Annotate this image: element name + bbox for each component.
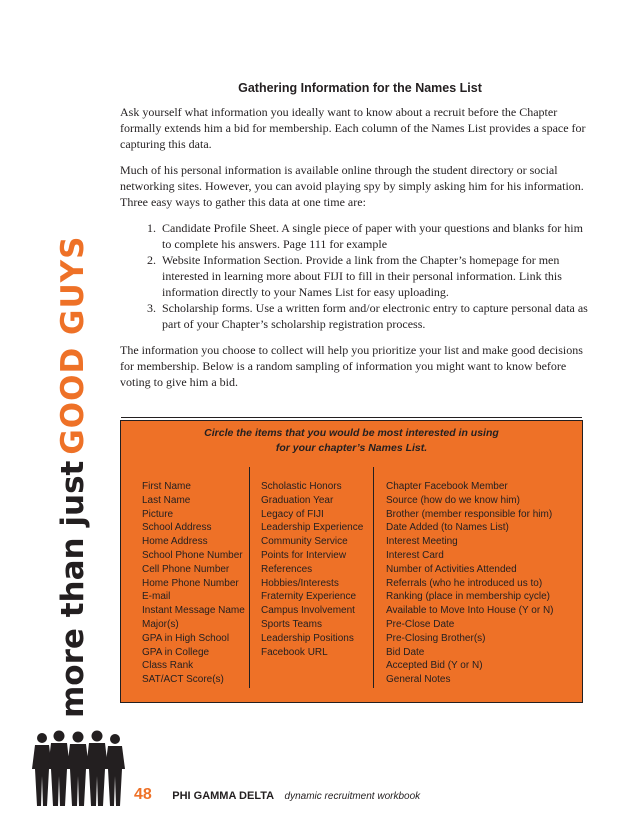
checklist-item: Pre-Close Date xyxy=(386,618,455,630)
checklist-item: Bid Date xyxy=(386,646,425,658)
checklist-item: Chapter Facebook Member xyxy=(386,481,508,492)
checklist-item: Pre-Closing Brother(s) xyxy=(386,632,486,644)
checklist-item: SAT/ACT Score(s) xyxy=(142,674,224,686)
side-title xyxy=(55,235,91,718)
checklist-item: Referrals (who he introduced us to) xyxy=(386,577,543,589)
ways-list-item: 3. Scholarship forms. Use a written form and/or electronic entry to capture personal data as part of your Chapter’s scholarship registration process. xyxy=(159,300,590,332)
checklist-item: Major(s) xyxy=(142,618,179,630)
checklist-item: Sports Teams xyxy=(261,618,322,630)
checklist-item: Graduation Year xyxy=(261,494,334,506)
page-number: 48 xyxy=(134,786,152,803)
box-top-rule xyxy=(121,417,582,418)
checklist-item: School Phone Number xyxy=(142,549,243,561)
side-title-accent: GOOD GUYS xyxy=(55,235,91,455)
ways-list xyxy=(120,220,590,332)
checklist-item: Home Phone Number xyxy=(142,577,239,589)
body-text xyxy=(120,104,590,400)
checklist-item: Legacy of FIJI xyxy=(261,508,324,520)
checklist-item: Accepted Bid (Y or N) xyxy=(386,660,483,672)
footer-organization: PHI GAMMA DELTA xyxy=(172,790,275,802)
checklist-item: GPA in High School xyxy=(142,632,230,644)
closing-paragraph: The information you choose to collect will help you prioritize your list and make good decisions for membership. Below is a random sampling of information you might want to know before voting to give him a bid. xyxy=(120,343,583,389)
checklist-item: Interest Meeting xyxy=(386,536,458,548)
intro-paragraph: Ask yourself what information you ideally want to know about a recruit before the Chapter formally extends him a bid for membership. Each column of the Names List provides a space for capturing this data. xyxy=(120,105,586,151)
checklist-item: Class Rank xyxy=(142,660,194,672)
checklist-item: GPA in College xyxy=(142,646,210,658)
page-footer xyxy=(134,786,420,804)
footer-subtitle: dynamic recruitment workbook xyxy=(284,791,421,802)
items-column-experience xyxy=(261,480,363,659)
checklist-item: Community Service xyxy=(261,536,348,548)
checklist-item: Fraternity Experience xyxy=(261,591,357,603)
items-column-personal xyxy=(142,480,245,687)
checklist-item: Instant Message Name xyxy=(142,605,245,617)
box-title xyxy=(121,426,582,456)
section-heading: Gathering Information for the Names List xyxy=(238,81,482,95)
ways-list-item: 1. Candidate Profile Sheet. A single piece of paper with your questions and blanks for him to complete his answers. Page 111 for example xyxy=(159,220,590,252)
checklist-item: Interest Card xyxy=(386,549,444,561)
checklist-item: Brother (member responsible for him) xyxy=(386,508,553,520)
checklist-item: Hobbies/Interests xyxy=(261,577,339,589)
checklist-item: E-mail xyxy=(142,591,171,603)
checklist-item: Source (how do we know him) xyxy=(386,494,520,506)
checklist-item: Scholastic Honors xyxy=(261,481,342,492)
box-title-line: for your chapter’s Names List. xyxy=(275,442,428,454)
checklist-item: Facebook URL xyxy=(261,646,328,658)
checklist-item: Date Added (to Names List) xyxy=(386,522,509,534)
online-info-paragraph: Much of his personal information is available online through the student directory or social networking sites. However, you can avoid playing spy by simply asking him for his information. Three easy ways to gather this data at one time are: xyxy=(120,163,584,209)
checklist-item: General Notes xyxy=(386,674,451,686)
checklist-item: Leadership Experience xyxy=(261,522,364,534)
checklist-item: Last Name xyxy=(142,494,191,506)
names-list-items-box xyxy=(120,420,583,703)
column-divider xyxy=(249,467,250,688)
checklist-item: Leadership Positions xyxy=(261,632,354,644)
checklist-item: Available to Move Into House (Y or N) xyxy=(386,605,554,617)
checklist-item: Cell Phone Number xyxy=(142,563,230,575)
checklist-item: Picture xyxy=(142,508,174,520)
checklist-item: Number of Activities Attended xyxy=(386,563,517,575)
checklist-item: First Name xyxy=(142,481,191,492)
checklist-item: References xyxy=(261,563,313,575)
checklist-item: Ranking (place in membership cycle) xyxy=(386,591,550,603)
group-of-men-silhouette-icon xyxy=(28,728,128,808)
checklist-item: Points for Interview xyxy=(261,549,347,561)
column-divider xyxy=(373,467,374,688)
checklist-item: Campus Involvement xyxy=(261,605,355,617)
checklist-item: Home Address xyxy=(142,536,208,548)
checklist-item: School Address xyxy=(142,522,212,534)
box-title-line: Circle the items that you would be most interested in using xyxy=(204,427,499,439)
items-column-tracking xyxy=(386,480,554,687)
ways-list-item: 2. Website Information Section. Provide a link from the Chapter’s homepage for men interested in learning more about FIJI to fill in their personal information. Link this information directly to your Names List for easy uploading. xyxy=(159,252,590,300)
side-title-lead: more than just xyxy=(55,460,91,718)
